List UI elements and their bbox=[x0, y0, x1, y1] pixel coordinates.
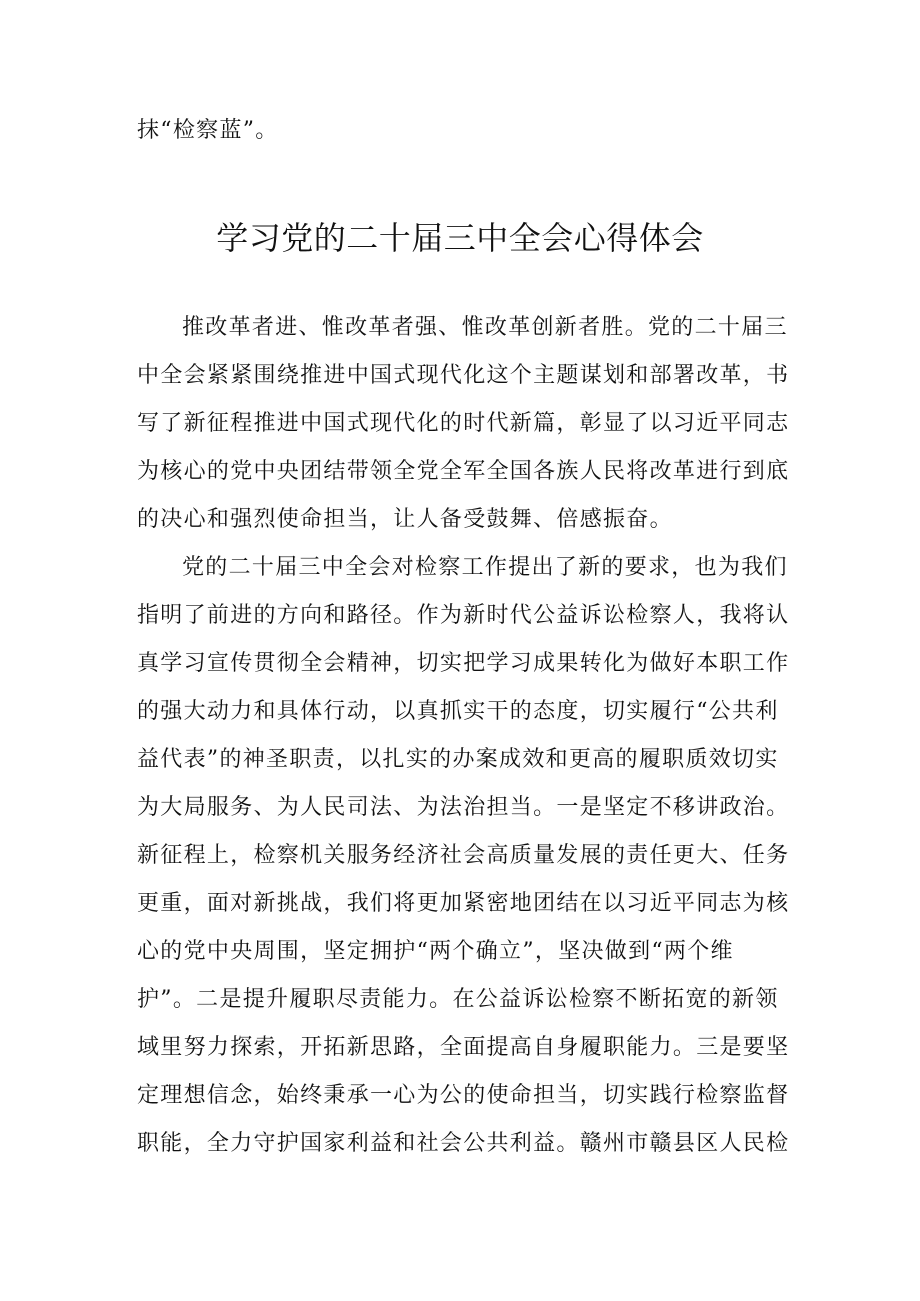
paragraph-2-line: 新征程上，检察机关服务经济社会高质量发展的责任更大、任务 bbox=[137, 843, 790, 868]
paragraph-2-line: 职能，全力守护国家利益和社会公共利益。赣州市赣县区人民检 bbox=[137, 1131, 790, 1156]
paragraph-2-line: 真学习宣传贯彻全会精神，切实把学习成果转化为做好本职工作 bbox=[137, 651, 790, 676]
paragraph-1-line: 推改革者进、惟改革者强、惟改革创新者胜。党的二十届三 bbox=[182, 315, 788, 340]
paragraph-2-line: 心的党中央周围，坚定拥护“两个确立”，坚决做到“两个维 bbox=[137, 939, 734, 964]
paragraph-2-line: 域里努力探索，开拓新思路，全面提高自身履职能力。三是要坚 bbox=[137, 1035, 790, 1060]
document-title: 学习党的二十届三中全会心得体会 bbox=[216, 219, 704, 257]
paragraph-2-line: 指明了前进的方向和路径。作为新时代公益诉讼检察人，我将认 bbox=[137, 603, 790, 628]
paragraph-2-line: 定理想信念，始终秉承一心为公的使命担当，切实践行检察监督 bbox=[137, 1083, 790, 1108]
paragraph-2-line: 护”。二是提升履职尽责能力。在公益诉讼检察不断拓宽的新领 bbox=[137, 987, 779, 1012]
paragraph-2-line: 为大局服务、为人民司法、为法治担当。一是坚定不移讲政治。 bbox=[137, 795, 790, 820]
paragraph-1-line: 的决心和强烈使命担当，让人备受鼓舞、倍感振奋。 bbox=[137, 507, 673, 532]
paragraph-2-line: 更重，面对新挑战，我们将更加紧密地团结在以习近平同志为核 bbox=[137, 891, 790, 916]
paragraph-2-line: 党的二十届三中全会对检察工作提出了新的要求，也为我们 bbox=[182, 555, 788, 580]
carryover-text-line: 抹“检察蓝”。 bbox=[137, 118, 279, 143]
paragraph-1-line: 中全会紧紧围绕推进中国式现代化这个主题谋划和部署改革，书 bbox=[137, 363, 790, 388]
paragraph-1-line: 为核心的党中央团结带领全党全军全国各族人民将改革进行到底 bbox=[137, 459, 790, 484]
paragraph-1-line: 写了新征程推进中国式现代化的时代新篇，彰显了以习近平同志 bbox=[137, 411, 790, 436]
paragraph-2-line: 益代表”的神圣职责，以扎实的办案成效和更高的履职质效切实 bbox=[137, 747, 779, 772]
paragraph-2-line: 的强大动力和具体行动，以真抓实干的态度，切实履行“公共利 bbox=[137, 699, 779, 724]
